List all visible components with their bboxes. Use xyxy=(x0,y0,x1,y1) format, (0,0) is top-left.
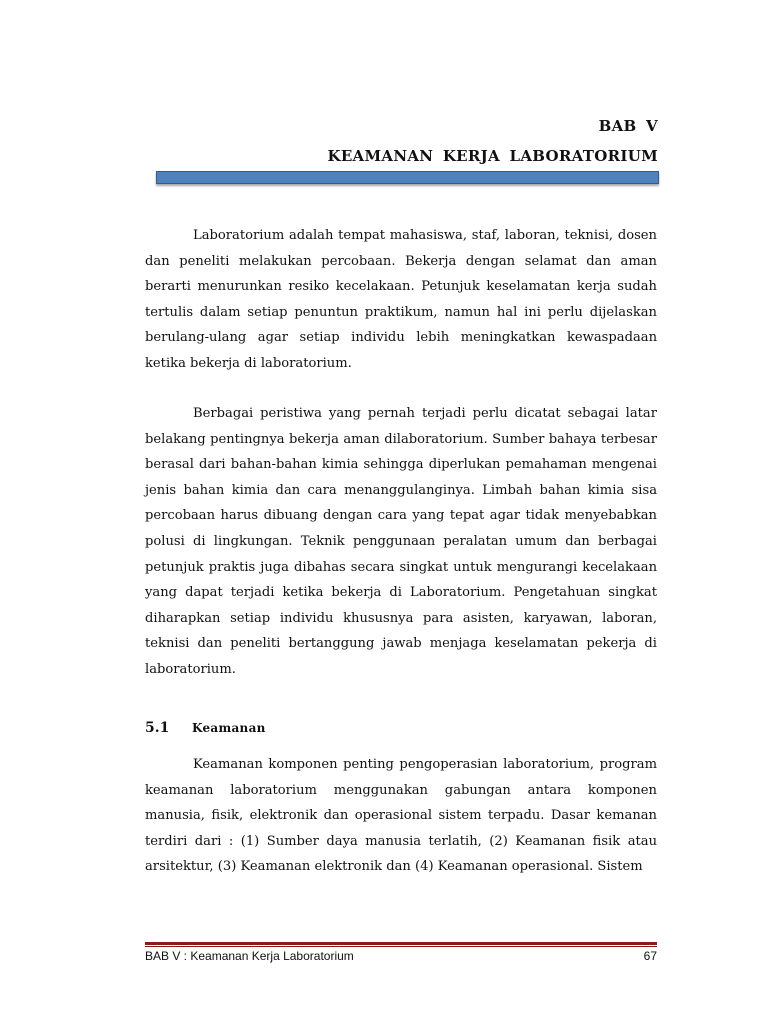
page-number: 67 xyxy=(643,949,657,963)
footer-rule xyxy=(145,942,657,945)
section-heading xyxy=(145,720,266,736)
section-title: Keamanan xyxy=(192,721,266,735)
footer-rule-thin xyxy=(145,946,657,947)
chapter-number: BAB V xyxy=(598,117,658,135)
body-paragraph: Laboratorium adalah tempat mahasiswa, staf, laboran, teknisi, dosen dan peneliti melakukan percobaan. Bekerja dengan selamat dan aman berarti menurunkan resiko kecelakaan. Petunjuk keselamatan kerja sudah tertulis dalam setiap penuntun praktikum, namun hal ini perlu dijelaskan berulang-ulang agar setiap individu lebih meningkatkan kewaspadaan ketika bekerja di laboratorium. xyxy=(145,228,657,371)
page-footer xyxy=(145,949,657,963)
title-underline-bar xyxy=(156,171,659,184)
body-paragraph: Berbagai peristiwa yang pernah terjadi perlu dicatat sebagai latar belakang pentingnya bekerja aman dilaboratorium. Sumber bahaya terbesar berasal dari bahan-bahan kimia sehingga diperlukan pemahaman mengenai jenis bahan kimia dan cara menanggulanginya. Limbah bahan kimia sisa percobaan harus dibuang dengan cara yang tepat agar tidak menyebabkan polusi di lingkungan. Teknik penggunaan peralatan umum dan berbagai petunjuk praktis juga dibahas secara singkat untuk mengurangi kecelakaan yang dapat terjadi ketika bekerja di Laboratorium. Pengetahuan singkat diharapkan setiap individu khususnya para asisten, karyawan, laboran, teknisi dan peneliti bertanggung jawab menjaga keselamatan pekerja di laboratorium. xyxy=(145,406,657,677)
section-number: 5.1 xyxy=(145,720,170,736)
chapter-title: KEAMANAN KERJA LABORATORIUM xyxy=(327,147,658,165)
section-paragraph: Keamanan komponen penting pengoperasian laboratorium, program keamanan laboratorium menggunakan gabungan antara komponen manusia, fisik, elektronik dan operasional sistem terpadu. Dasar kemanan terdiri dari : (1) Sumber daya manusia terlatih, (2) Keamanan fisik atau arsitektur, (3) Keamanan elektronik dan (4) Keamanan operasional. Sistem xyxy=(145,757,657,875)
footer-running-title: BAB V : Keamanan Kerja Laboratorium xyxy=(145,949,354,963)
